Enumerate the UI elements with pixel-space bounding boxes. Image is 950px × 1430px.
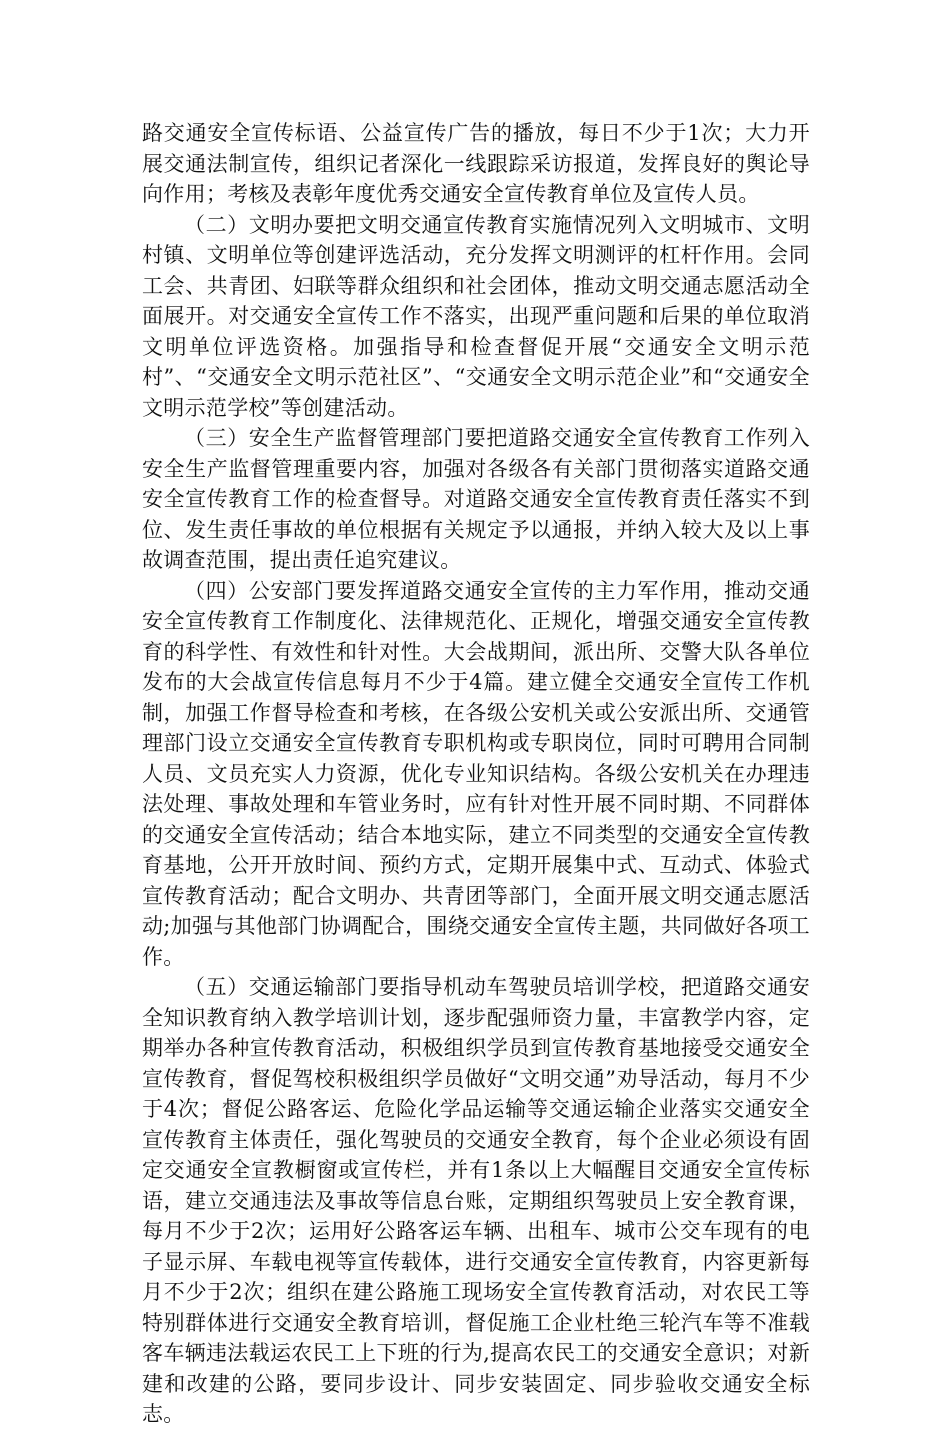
paragraph-section-2: （二）文明办要把文明交通宣传教育实施情况列入文明城市、文明村镇、文明单位等创建评选活动，充分发挥文明测评的杠杆作用。会同工会、共青团、妇联等群众组织和社会团体，推动文明交通志愿活动全面展开。对交通安全宣传工作不落实，出现严重问题和后果的单位取消文明单位评选资格。加强指导和检查督促开展“交通安全文明示范村”、“交通安全文明示范社区”、“交通安全文明示范企业”和“交通安全文明示范学校”等创建活动。: [142, 212, 810, 420]
paragraph-section-4: （四）公安部门要发挥道路交通安全宣传的主力军作用，推动交通安全宣传教育工作制度化、法律规范化、正规化，增强交通安全宣传教育的科学性、有效性和针对性。大会战期间，派出所、交警大队各单位发布的大会战宣传信息每月不少于4篇。建立健全交通安全宣传工作机制，加强工作督导检查和考核，在各级公安机关或公安派出所、交通管理部门设立交通安全宣传教育专职机构或专职岗位，同时可聘用合同制人员、文员充实人力资源，优化专业知识结构。各级公安机关在办理违法处理、事故处理和车管业务时，应有针对性开展不同时期、不同群体的交通安全宣传活动；结合本地实际，建立不同类型的交通安全宣传教育基地，公开开放时间、预约方式，定期开展集中式、互动式、体验式宣传教育活动；配合文明办、共青团等部门，全面开展文明交通志愿活动;加强与其他部门协调配合，围绕交通安全宣传主题，共同做好各项工作。: [142, 578, 810, 969]
paragraph-section-3: （三）安全生产监督管理部门要把道路交通安全宣传教育工作列入安全生产监督管理重要内容，加强对各级各有关部门贯彻落实道路交通安全宣传教育工作的检查督导。对道路交通安全宣传教育责任落实不到位、发生责任事故的单位根据有关规定予以通报，并纳入较大及以上事故调查范围，提出责任追究建议。: [142, 426, 810, 572]
document-body: [142, 118, 810, 1430]
paragraph-continuation: 路交通安全宣传标语、公益宣传广告的播放，每日不少于1次；大力开展交通法制宣传，组织记者深化一线跟踪采访报道，发挥良好的舆论导向作用；考核及表彰年度优秀交通安全宣传教育单位及宣传人员。: [142, 121, 810, 206]
paragraph-section-5: （五）交通运输部门要指导机动车驾驶员培训学校，把道路交通安全知识教育纳入教学培训计划，逐步配强师资力量，丰富教学内容，定期举办各种宣传教育活动，积极组织学员到宣传教育基地接受交通安全宣传教育，督促驾校积极组织学员做好“文明交通”劝导活动，每月不少于4次；督促公路客运、危险化学品运输等交通运输企业落实交通安全宣传教育主体责任，强化驾驶员的交通安全教育，每个企业必须设有固定交通安全宣教橱窗或宣传栏，并有1条以上大幅醒目交通安全宣传标语，建立交通违法及事故等信息台账，定期组织驾驶员上安全教育课，每月不少于2次；运用好公路客运车辆、出租车、城市公交车现有的电子显示屏、车载电视等宣传载体，进行交通安全宣传教育，内容更新每月不少于2次；组织在建公路施工现场安全宣传教育活动，对农民工等特别群体进行交通安全教育培训，督促施工企业杜绝三轮汽车等不准载客车辆违法载运农民工上下班的行为,提高农民工的交通安全意识；对新建和改建的公路，要同步设计、同步安装固定、同步验收交通安全标志。: [142, 975, 810, 1426]
